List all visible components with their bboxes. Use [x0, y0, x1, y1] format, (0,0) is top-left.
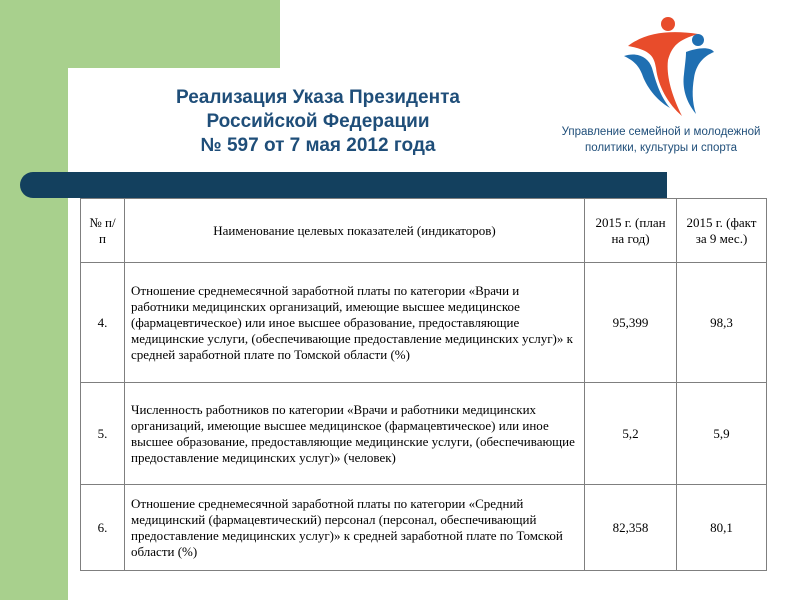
row-indicator: Отношение среднемесячной заработной платы по категории «Врачи и работники медицинских организаций, имеющие высшее медицинское (фармацевтическое) или иное высшее образование, предоставляющие медицинские услуги, (обеспечивающие предоставление медицинских услуг)» к средней заработной плате по Томской области (%): [125, 263, 585, 383]
title-line-2: Российской Федерации: [206, 111, 430, 132]
header-plan: 2015 г. (план на год): [585, 199, 677, 263]
row-indicator: Численность работников по категории «Врачи и работники медицинских организаций, имеющие высшее медицинское (фармацевтическое) или иное высшее образование, предоставляющие медицинские услуги, (обеспечивающие предоставление медицинских услуг)» (человек): [125, 383, 585, 485]
table-row: [81, 485, 767, 571]
title-line-1: Реализация Указа Президента: [176, 87, 460, 108]
left-green-band: [0, 0, 68, 600]
page-title: [118, 86, 518, 158]
row-plan: 5,2: [585, 383, 677, 485]
row-num: 4.: [81, 263, 125, 383]
navy-divider-bar: [20, 172, 667, 198]
title-line-3: № 597 от 7 мая 2012 года: [200, 135, 436, 156]
header-name: Наименование целевых показателей (индикаторов): [125, 199, 585, 263]
department-line-2: политики, культуры и спорта: [584, 142, 738, 154]
row-num: 6.: [81, 485, 125, 571]
top-green-band: [0, 0, 280, 68]
table-header-row: [81, 199, 767, 263]
header-num: № п/п: [81, 199, 125, 263]
row-plan: 82,358: [585, 485, 677, 571]
row-plan: 95,399: [585, 263, 677, 383]
row-indicator: Отношение среднемесячной заработной платы по категории «Средний медицинский (фармацевтический) персонал (персонал, обеспечивающий предоставление медицинских услуг)» к средней заработной плате по Томской области (%): [125, 485, 585, 571]
header-fact: 2015 г. (факт за 9 мес.): [677, 199, 767, 263]
indicators-table: [80, 198, 767, 571]
department-line-1: Управление семейной и молодежной: [561, 126, 761, 138]
table-row: [81, 383, 767, 485]
row-fact: 98,3: [677, 263, 767, 383]
table-row: [81, 263, 767, 383]
row-num: 5.: [81, 383, 125, 485]
department-name: [530, 124, 792, 156]
row-fact: 80,1: [677, 485, 767, 571]
row-fact: 5,9: [677, 383, 767, 485]
people-figures-logo: [616, 12, 716, 122]
